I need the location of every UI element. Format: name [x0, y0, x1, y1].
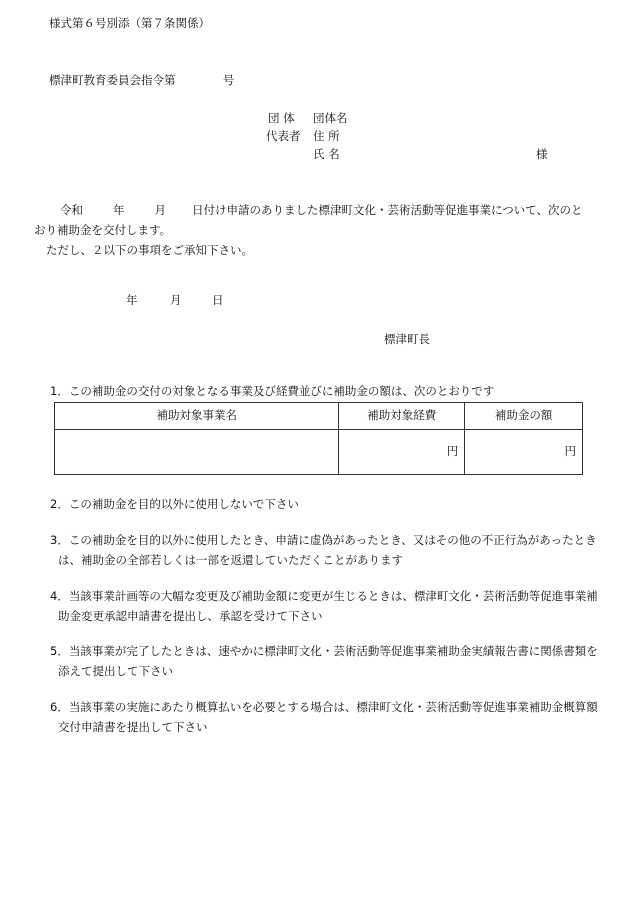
- condition-item-2: [50, 494, 590, 514]
- column-header-project-name: 補助対象事業名: [55, 403, 339, 430]
- form-number-label: 様式第６号別添（第７条関係）: [49, 16, 210, 30]
- cell-project-name: [55, 430, 339, 475]
- recipient-address-label: 住 所: [313, 129, 340, 143]
- notice-text-1: 日付け申請のありました標津町文化・芸術活動等促進事業について、次のと: [192, 203, 583, 217]
- issuer-name: 標津町長: [384, 332, 430, 346]
- condition-item-4-line-2: 助金変更承認申請書を提出し、承認を受けて下さい: [58, 609, 323, 623]
- recipient-honorific: 様: [536, 147, 548, 161]
- year-label: 年: [113, 203, 125, 217]
- condition-item-4-line-1: 4．当該事業計画等の大幅な変更及び補助金額に変更が生じるときは、標津町文化・芸術活動等促進事業補: [50, 589, 598, 603]
- notice-line-1: [34, 200, 594, 220]
- column-header-grant-amount: 補助金の額: [465, 403, 583, 430]
- grant-table-header-row: [55, 403, 583, 430]
- condition-item-6-line-2: 交付申請書を提出して下さい: [58, 720, 208, 734]
- issue-date-year: 年: [126, 293, 138, 307]
- issue-date-month: 月: [170, 293, 182, 307]
- month-label: 月: [154, 203, 166, 217]
- condition-item-3-line-1: 3．この補助金を目的以外に使用したとき、申請に虚偽があったとき、又はその他の不正行為があったとき: [50, 533, 597, 547]
- column-header-eligible-cost: 補助対象経費: [339, 403, 465, 430]
- condition-item-6: [50, 697, 598, 737]
- reference-number: [49, 74, 234, 88]
- cell-eligible-cost: 円: [339, 430, 465, 475]
- condition-item-5-line-2: 添えて提出して下さい: [58, 664, 173, 678]
- condition-item-1: 1．この補助金の交付の対象となる事業及び経費並びに補助金の額は、次のとおりです: [50, 384, 495, 398]
- condition-item-2-line-1: 2．この補助金を目的以外に使用しないで下さい: [50, 497, 299, 511]
- reference-number-label: 標津町教育委員会指令第: [49, 73, 176, 87]
- recipient-rep-label: 代表者: [266, 129, 301, 143]
- grant-table: [54, 402, 583, 475]
- reference-number-suffix: 号: [222, 73, 235, 87]
- condition-item-3-line-2: は、補助金の全部若しくは一部を返還していただくことがあります: [58, 553, 403, 567]
- cell-grant-amount: 円: [465, 430, 583, 475]
- grant-table-row: [55, 430, 583, 475]
- condition-item-6-line-1: 6．当該事業の実施にあたり概算払いを必要とする場合は、標津町文化・芸術活動等促進事業補助金概算額: [50, 700, 598, 714]
- issue-date-day: 日: [212, 293, 224, 307]
- condition-item-3: [50, 530, 597, 570]
- condition-item-5-line-1: 5．当該事業が完了したときは、速やかに標津町文化・芸術活動等促進事業補助金実績報告書に関係書類を: [50, 644, 598, 658]
- condition-item-5: [50, 641, 598, 681]
- notice-line-3: ただし、２以下の事項をご承知下さい。: [46, 243, 253, 257]
- recipient-org-name-label: 団体名: [313, 111, 348, 125]
- notice-body: [34, 200, 594, 260]
- era-label: 令和: [60, 203, 83, 217]
- notice-line-2: おり補助金を交付します。: [34, 223, 172, 237]
- recipient-name-label: 氏 名: [313, 147, 340, 161]
- recipient-org-label: 団 体: [268, 111, 295, 125]
- condition-item-4: [50, 586, 598, 626]
